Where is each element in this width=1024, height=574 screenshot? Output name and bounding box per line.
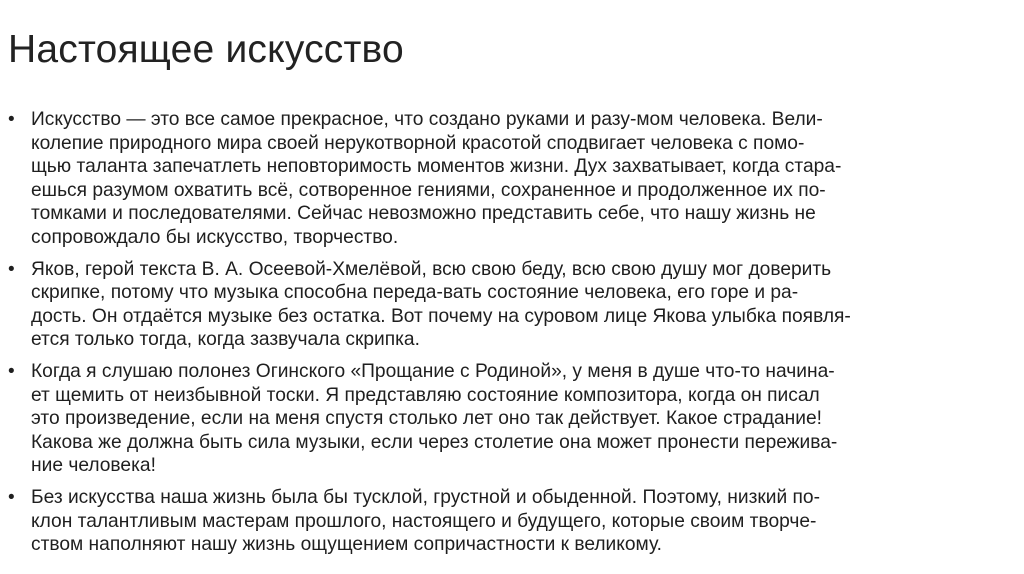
bullet-line: Какова же должна быть сила музыки, если через столетие она может пронести пережива- (31, 431, 838, 453)
bullet-line: ется только тогда, когда зазвучала скрипка. (31, 329, 420, 351)
bullet-item (8, 258, 1008, 352)
bullet-line: скрипке, потому что музыка способна переда-вать состояние человека, его горе и ра- (31, 282, 799, 304)
bullet-line: колепие природного мира своей нерукотворной красотой сподвигает человека с помо- (31, 132, 805, 154)
bullet-line: Искусство — это все самое прекрасное, что создано руками и разу-мом человека. Вели- (31, 109, 823, 130)
bullet-line: ством наполняют нашу жизнь ощущением сопричастности к великому. (31, 534, 662, 556)
bullet-dot-icon: • (8, 258, 15, 280)
bullet-dot-icon: • (8, 486, 15, 508)
bullet-item (8, 486, 1008, 557)
bullet-line: ет щемить от неизбывной тоски. Я представляю состояние композитора, когда он писал (31, 384, 820, 406)
slide-title: Настоящее искусство (8, 28, 404, 71)
bullet-line: ние человека! (31, 455, 156, 477)
bullet-item (8, 360, 1008, 478)
bullet-item (8, 108, 1008, 250)
bullet-line: клон талантливым мастерам прошлого, настоящего и будущего, которые своим творче- (31, 510, 817, 532)
bullet-line: томками и последователями. Сейчас невозможно представить себе, что нашу жизнь не (31, 203, 816, 225)
bullet-line: Когда я слушаю полонез Огинского «Прощание с Родиной», у меня в душе что-то начина- (31, 360, 835, 382)
bullet-line: сопровождало бы искусство, творчество. (31, 226, 399, 248)
bullet-line: щью таланта запечатлеть неповторимость моментов жизни. Дух захватывает, когда стара- (31, 156, 842, 178)
bullet-list (8, 108, 1008, 565)
bullet-line: это произведение, если на меня спустя столько лет оно так действует. Какое страдание! (31, 408, 823, 430)
bullet-line: дость. Он отдаётся музыке без остатка. Вот почему на суровом лице Якова улыбка появля- (31, 305, 851, 327)
bullet-dot-icon: • (8, 109, 15, 130)
bullet-line: ешься разумом охватить всё, сотворенное гениями, сохраненное и продолженное их по- (31, 179, 826, 201)
bullet-dot-icon: • (8, 360, 15, 382)
bullet-line: Яков, герой текста В. А. Осеевой-Хмелёвой, всю свою беду, всю свою душу мог доверить (31, 258, 832, 280)
bullet-line: Без искусства наша жизнь была бы тусклой, грустной и обыденной. Поэтому, низкий по- (31, 486, 820, 508)
